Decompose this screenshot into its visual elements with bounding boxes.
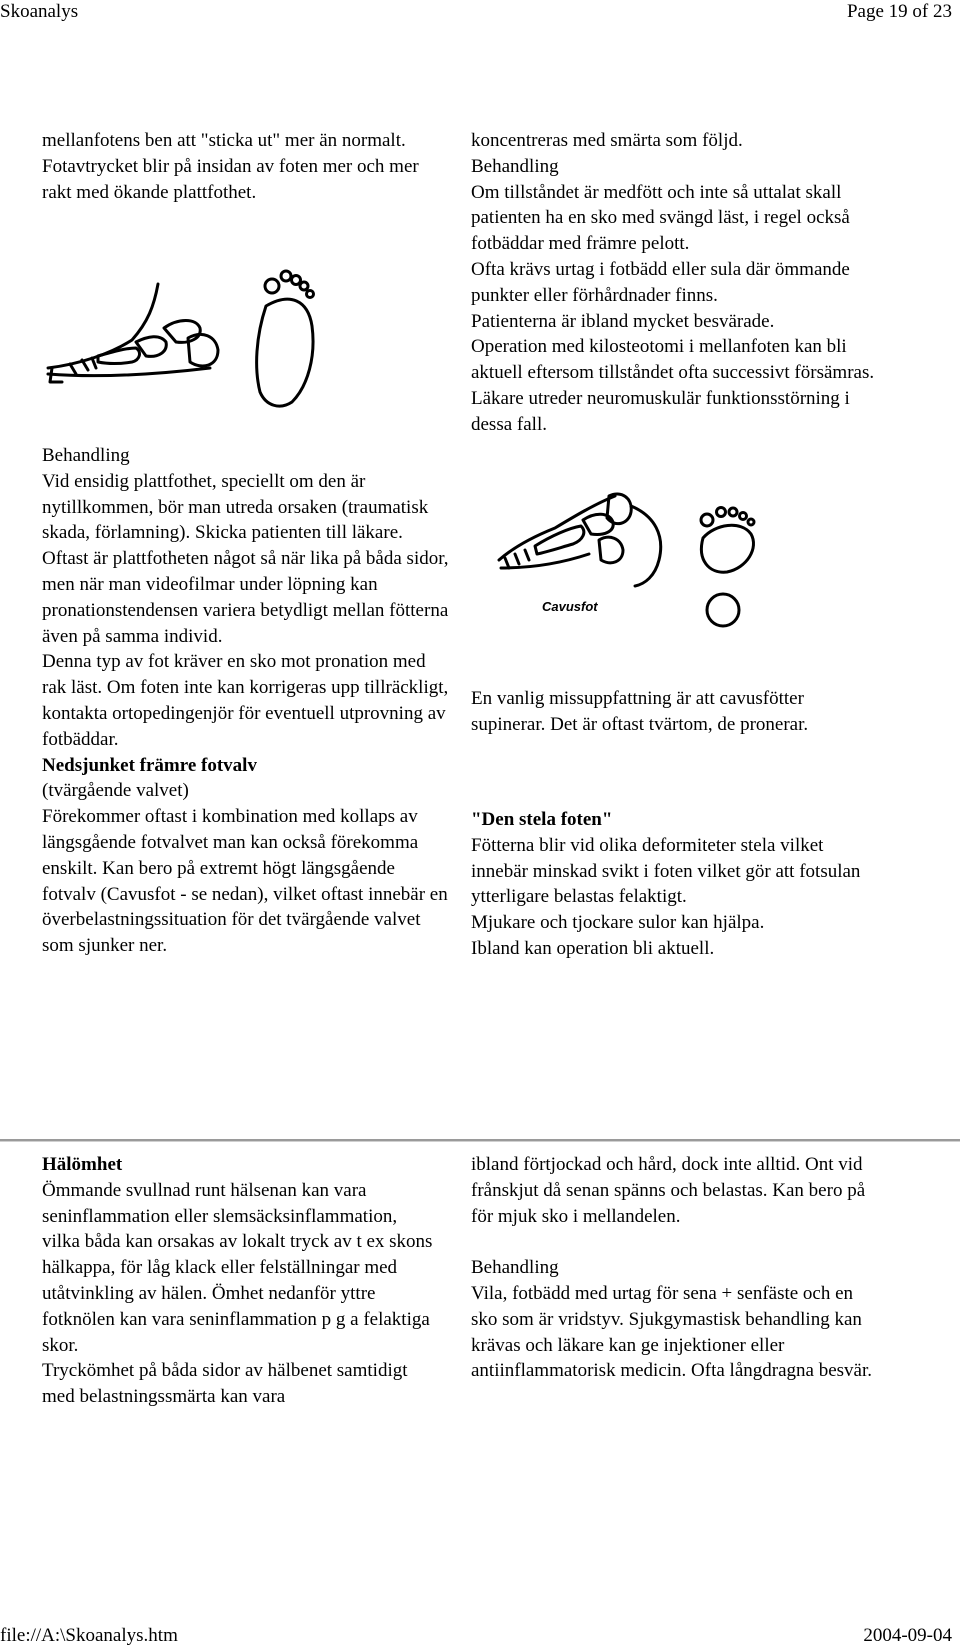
top-left-column bbox=[42, 128, 442, 205]
paragraph: Fötterna blir vid olika deformiteter stela vilket innebär minskad svikt i foten vilket gör att fotsulan ytterligare belastas felaktigt. bbox=[471, 834, 861, 908]
cavusfot-label: Cavusfot bbox=[542, 599, 598, 614]
page-number: Page 19 of 23 bbox=[846, 1, 952, 22]
bottom-left-column bbox=[42, 1152, 437, 1410]
flatfoot-illustration bbox=[40, 256, 350, 416]
nedsjunket-heading: Nedsjunket främre fotvalv bbox=[42, 754, 257, 776]
paragraph: Denna typ av fot kräver en sko mot pronation med rak läst. Om foten inte kan korrigeras upp tillräckligt, kontakta ortopedingenjör för eventuell utprovning av fotbäddar. bbox=[42, 651, 449, 750]
paragraph: En vanlig missuppfattning är att cavusfötter supinerar. Det är oftast tvärtom, de pronerar. bbox=[471, 688, 809, 735]
paragraph: ibland förtjockad och hård, dock inte alltid. Ont vid frånskjut då senan spänns och belastas. Kan bero på för mjuk sko i mellandelen. bbox=[471, 1154, 866, 1227]
paragraph: mellanfotens ben att "sticka ut" mer än normalt. Fotavtrycket blir på insidan av foten mer och mer rakt med ökande plattfothet. bbox=[42, 130, 419, 203]
stela-heading: "Den stela foten" bbox=[471, 809, 613, 830]
paragraph: Förekommer oftast i kombination med kollaps av längsgående fotvalvet man kan också förekomma enskilt. Kan bero på extremt högt längsgående fotvalv (Cavusfot - se nedan), vilket oftast innebär en överbelastningssituation för det tvärgående valvet som sjunker ner. bbox=[42, 806, 448, 957]
paragraph: Vila, fotbädd med urtag för sena + senfäste och en sko som är vridstyv. Sjukgymastisk behandling kan krävas och läkare kan ge injektioner eller antiinflammatorisk medicin. Ofta långdragna besvär. bbox=[471, 1282, 872, 1382]
top-left-column-continued bbox=[42, 443, 452, 959]
paragraph: Läkare utreder neuromuskulär funktionsstörning i dessa fall. bbox=[471, 387, 850, 435]
paragraph: Ömmande svullnad runt hälsenan kan vara seninflammation eller slemsäcksinflammation, vilka båda kan orsakas av lokalt tryck av t ex skons hälkappa, för låg klack eller felställningar med utåtvinkling av hälen. Ömhet nedanför yttre fotknölen kan vara seninflammation p g a felaktiga skor. bbox=[42, 1179, 433, 1356]
behandling-heading: Behandling bbox=[42, 445, 130, 466]
paragraph: Ofta krävs urtag i fotbädd eller sula där ömmande punkter eller förhårdnader finns. bbox=[471, 258, 850, 306]
halomhet-heading: Hälömhet bbox=[42, 1154, 123, 1175]
top-right-column-stela bbox=[471, 807, 876, 962]
footer-path: file://A:\Skoanalys.htm bbox=[0, 1625, 178, 1646]
top-right-column bbox=[471, 128, 876, 438]
paragraph: Mjukare och tjockare sulor kan hjälpa. bbox=[471, 912, 765, 934]
header-title: Skoanalys bbox=[0, 1, 79, 22]
paragraph: Om tillståndet är medfött och inte så uttalat skall patienten ha en sko med svängd läst, i regel också fotbäddar med främre pelott. bbox=[471, 181, 850, 255]
paragraph: Operation med kilosteotomi i mellanfoten kan bli aktuell eftersom tillståndet ofta successivt försämras. bbox=[471, 336, 875, 384]
behandling-heading: Behandling bbox=[471, 1257, 559, 1279]
behandling-heading: Behandling bbox=[471, 155, 559, 177]
paragraph: Tryckömhet på båda sidor av hälbenet samtidigt med belastningssmärta kan vara bbox=[42, 1360, 408, 1408]
paragraph: Patienterna är ibland mycket besvärade. bbox=[471, 310, 775, 332]
section-divider bbox=[0, 1139, 960, 1142]
footer-date: 2004-09-04 bbox=[863, 1625, 952, 1646]
paragraph: Ibland kan operation bli aktuell. bbox=[471, 937, 715, 959]
paragraph: Oftast är plattfotheten något så när lika på båda sidor, men när man videofilmar under löpning kan pronationstendensen variera betydligt mellan fötterna även på samma individ. bbox=[42, 548, 449, 647]
paragraph: Vid ensidig plattfothet, speciellt om den är nytillkommen, bör man utreda orsaken (traumatisk skada, förlamning). Skicka patienten till läkare. bbox=[42, 470, 429, 544]
paragraph: koncentreras med smärta som följd. bbox=[471, 130, 743, 151]
paragraph: (tvärgående valvet) bbox=[42, 780, 189, 802]
top-right-column-continued bbox=[471, 686, 876, 738]
cavusfoot-illustration bbox=[495, 476, 795, 656]
bottom-right-column bbox=[471, 1152, 876, 1384]
